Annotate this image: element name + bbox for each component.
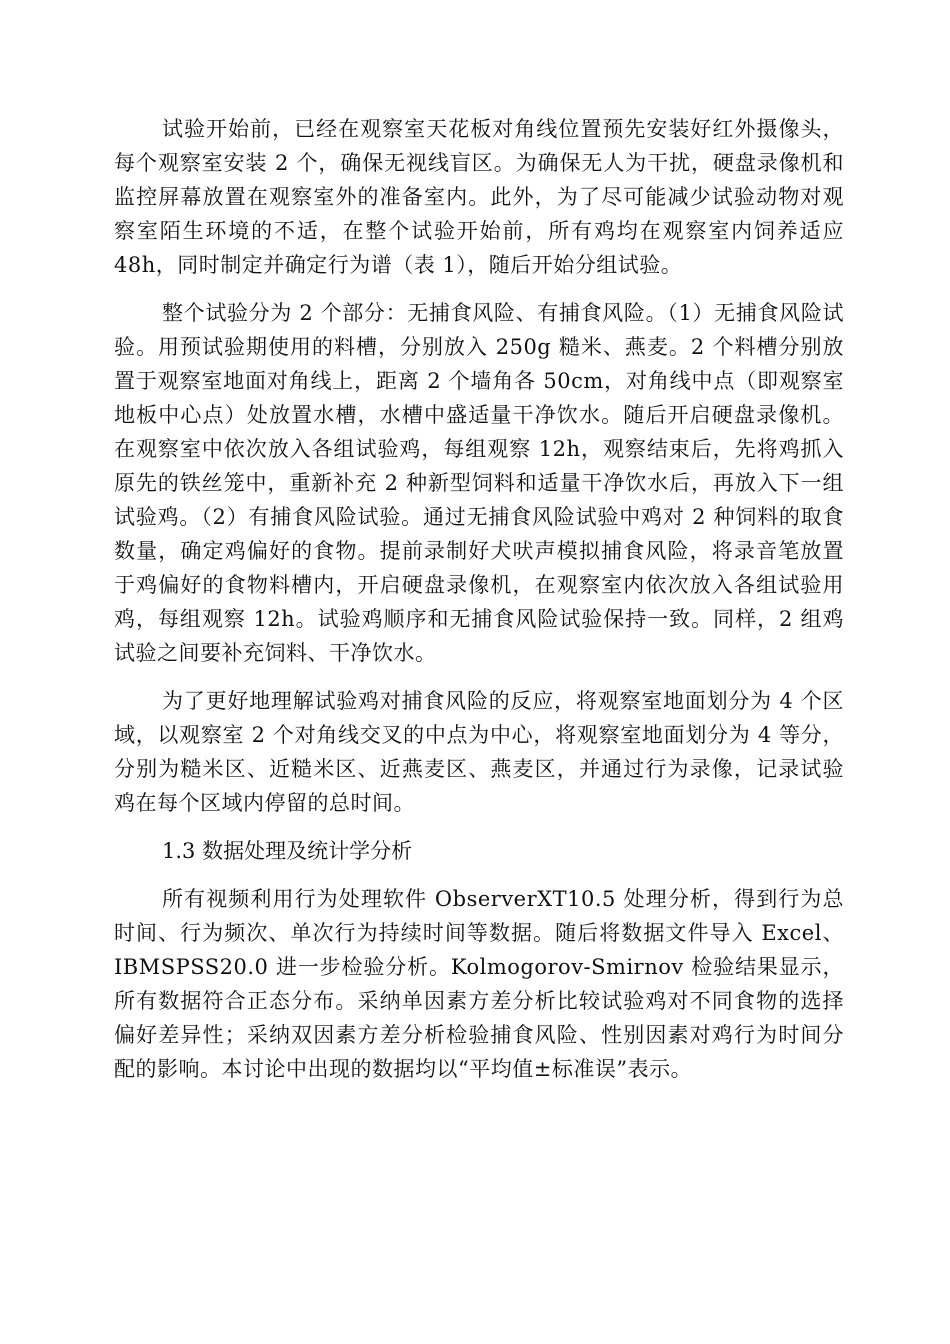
document-page — [114, 112, 844, 1100]
paragraph-procedure: 整个试验分为 2 个部分：无捕食风险、有捕食风险。（1）无捕食风险试验。用预试验期使用的料槽，分别放入 250g 糙米、燕麦。2 个料槽分别放置于观察室地面对角线上，距离 2 个墙角各 50cm，对角线中点（即观察室地板中心点）处放置水槽，水槽中盛适量干净饮水。随后开启硬盘录像机。在观察室中依次放入各组试验鸡，每组观察 12h，观察结束后，先将鸡抓入原先的铁丝笼中，重新补充 2 种新型饲料和适量干净饮水后，再放入下一组试验鸡。（2）有捕食风险试验。通过无捕食风险试验中鸡对 2 种饲料的取食数量，确定鸡偏好的食物。提前录制好犬吠声模拟捕食风险，将录音笔放置于鸡偏好的食物料槽内，开启硬盘录像机，在观察室内依次放入各组试验用鸡，每组观察 12h。试验鸡顺序和无捕食风险试验保持一致。同样，2 组鸡试验之间要补充饲料、干净饮水。 — [114, 301, 844, 665]
paragraph-setup: 试验开始前，已经在观察室天花板对角线位置预先安装好红外摄像头，每个观察室安装 2 个，确保无视线盲区。为确保无人为干扰，硬盘录像机和监控屏幕放置在观察室外的准备室内。此外，为了尽可能减少试验动物对观察室陌生环境的不适，在整个试验开始前，所有鸡均在观察室内饲养适应 48h，同时制定并确定行为谱（表 1），随后开始分组试验。 — [114, 117, 844, 277]
paragraph-statistics: 所有视频利用行为处理软件 ObserverXT10.5 处理分析，得到行为总时间、行为频次、单次行为持续时间等数据。随后将数据文件导入 Excel、IBMSPSS20.0 进一步检验分析。Kolmogorov-Smirnov 检验结果显示，所有数据符合正态分布。采纳单因素方差分析比较试验鸡对不同食物的选择偏好差异性；采纳双因素方差分析检验捕食风险、性别因素对鸡行为时间分配的影响。本讨论中出现的数据均以“平均值±标准误”表示。 — [114, 887, 844, 1081]
section-heading: 1.3 数据处理及统计学分析 — [162, 839, 413, 863]
paragraph-zones: 为了更好地理解试验鸡对捕食风险的反应，将观察室地面划分为 4 个区域，以观察室 2 个对角线交叉的中点为中心，将观察室地面划分为 4 等分，分别为糙米区、近糙米区、近燕麦区、燕麦区，并通过行为录像，记录试验鸡在每个区域内停留的总时间。 — [114, 689, 844, 815]
